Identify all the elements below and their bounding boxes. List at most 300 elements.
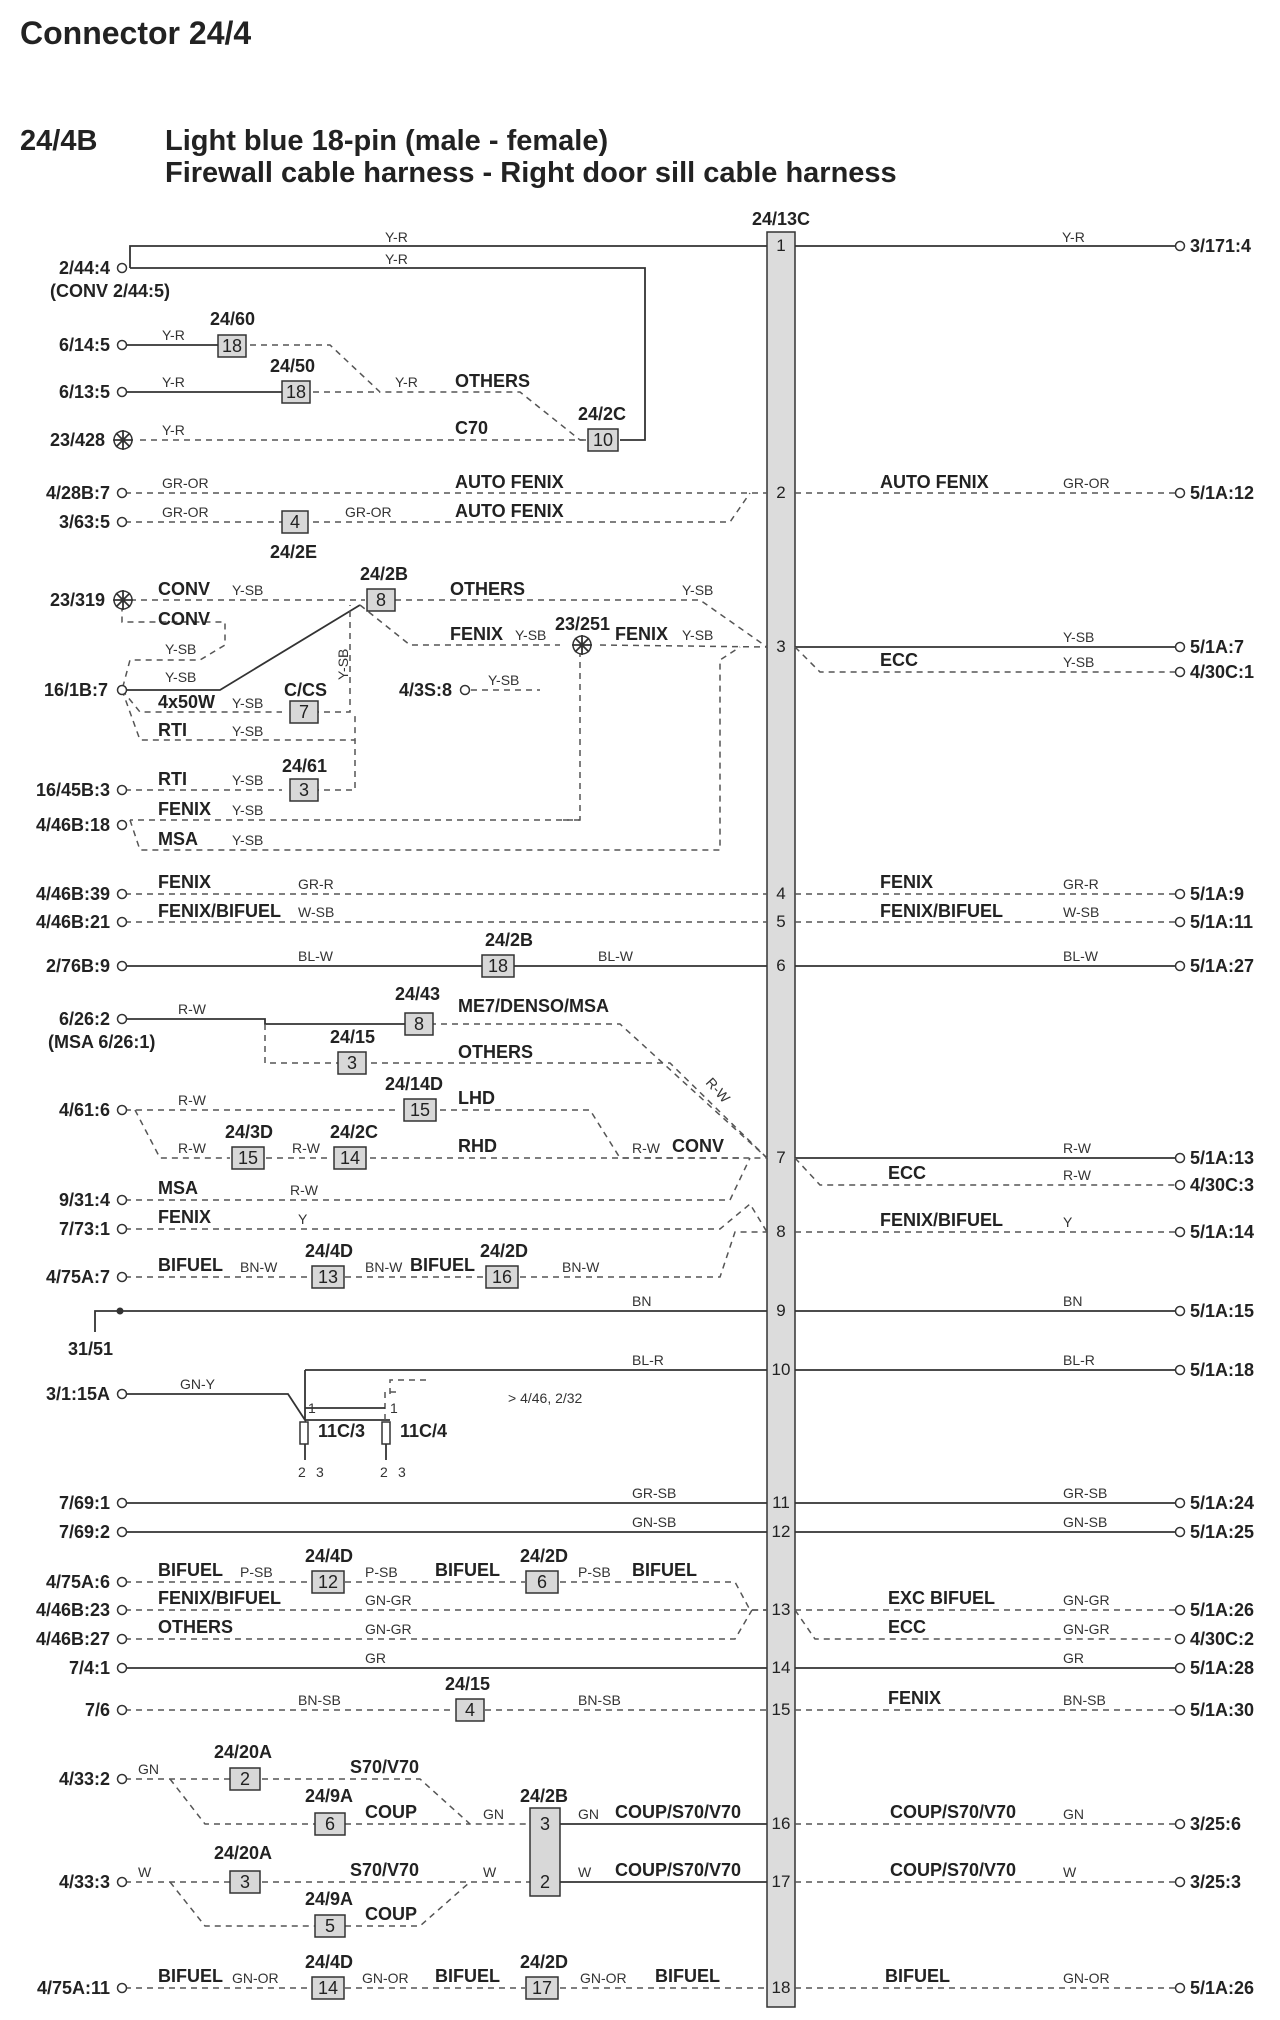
wire-color: BN-SB	[578, 1692, 621, 1708]
wire-color: R-W	[178, 1001, 206, 1017]
terminal-label: 5/1A:30	[1190, 1700, 1255, 1720]
wire-color: Y-R	[162, 422, 185, 438]
variant-label: FENIX	[158, 872, 212, 892]
connector-boxes	[218, 335, 618, 1999]
wire-color: Y-SB	[682, 627, 714, 643]
wire-color: R-W	[1063, 1140, 1091, 1156]
wire-color: R-W	[1063, 1167, 1091, 1183]
terminal-left	[59, 1769, 127, 1789]
wire-color: Y-SB	[165, 669, 197, 685]
variant-label: FENIX	[158, 1207, 212, 1227]
terminal-circle	[118, 1775, 127, 1784]
connector-name: 24/2D	[520, 1546, 569, 1566]
variant-label: BIFUEL	[158, 1255, 223, 1275]
terminal-left	[59, 258, 127, 278]
terminal-circle	[1176, 918, 1185, 927]
terminal-label: 4/46B:39	[35, 884, 110, 904]
wire-color: GN	[483, 1806, 504, 1822]
variant-label: LHD	[458, 1088, 495, 1108]
connector-name: 24/2D	[520, 1952, 569, 1972]
terminal-label: 5/1A:13	[1190, 1148, 1255, 1168]
wire-color: BN	[1063, 1293, 1083, 1309]
terminal-left	[59, 335, 127, 355]
variant-label: AUTO FENIX	[880, 472, 989, 492]
connector-name: 24/20A	[214, 1742, 273, 1762]
terminal-label: 5/1A:7	[1190, 637, 1245, 657]
wire-color: GN-SB	[632, 1514, 677, 1530]
terminal-label: 7/4:1	[68, 1658, 110, 1678]
connector-name: C/CS	[284, 680, 328, 700]
pin-18: 18	[771, 1978, 791, 1997]
wire-color: Y-SB	[488, 672, 520, 688]
wire	[125, 1158, 750, 1200]
terminal-circle	[1176, 1706, 1185, 1715]
terminal-label: 23/319	[49, 590, 105, 610]
terminal-label: 4/75A:6	[45, 1572, 110, 1592]
wire-color: GN-Y	[180, 1376, 215, 1392]
terminal-circle	[1176, 962, 1185, 971]
terminal-left	[59, 1100, 127, 1120]
wire	[560, 1582, 767, 1610]
wire-color: Y-R	[395, 374, 418, 390]
wire-color: Y-SB	[232, 723, 264, 739]
variant-label: FENIX/BIFUEL	[158, 1588, 282, 1608]
variant-label: FENIX/BIFUEL	[880, 901, 1004, 921]
terminal-label: 6/26:2	[58, 1009, 110, 1029]
terminal-left	[59, 1009, 127, 1029]
terminal-left	[36, 815, 127, 835]
fuse-icon	[300, 1422, 308, 1444]
connector-pin: 15	[409, 1100, 431, 1120]
terminal-right	[1176, 1493, 1255, 1513]
wire-color: Y-SB	[1063, 654, 1095, 670]
terminal-right	[1176, 1629, 1255, 1649]
terminal-label: 4/46B:23	[35, 1600, 110, 1620]
terminal-left	[46, 956, 127, 976]
terminal-label: 7/73:1	[58, 1219, 110, 1239]
terminal-alt-label: (MSA 6/26:1)	[48, 1032, 156, 1052]
wire-color: Y-SB	[232, 832, 264, 848]
connector-description: Light blue 18-pin (male - female)	[165, 125, 609, 157]
variant-label: BIFUEL	[410, 1255, 475, 1275]
wire	[125, 1204, 767, 1232]
arrow-destination: > 4/46, 2/32	[508, 1390, 583, 1406]
fuse-pin: 3	[316, 1464, 324, 1480]
connector-name: 23/251	[555, 614, 611, 634]
terminal-label: 7/69:2	[58, 1522, 110, 1542]
wire-color: GN-OR	[1063, 1970, 1110, 1986]
terminal-left	[59, 1190, 127, 1210]
fuse-icon	[382, 1422, 390, 1444]
variant-label: FENIX	[615, 624, 669, 644]
wire-color: GN-GR	[1063, 1621, 1110, 1637]
wire	[795, 1158, 1175, 1185]
wire-color: GR-OR	[345, 504, 392, 520]
pin-9: 9	[776, 1301, 786, 1320]
wire-color: Y-SB	[682, 582, 714, 598]
terminal-circle	[1176, 1528, 1185, 1537]
connector-name: 24/15	[330, 1027, 376, 1047]
connector-name: 24/2E	[270, 542, 318, 562]
terminal-right	[1176, 1600, 1255, 1620]
terminal-label: 5/1A:11	[1190, 912, 1254, 932]
wire-color: GN-GR	[1063, 1592, 1110, 1608]
terminal-label: 16/45B:3	[35, 780, 110, 800]
connector-code: 24/4B	[20, 125, 98, 157]
connector-pin: 14	[339, 1148, 361, 1168]
terminal-right	[1176, 483, 1255, 503]
terminal-label: 5/1A:27	[1190, 956, 1255, 976]
variant-label: BIFUEL	[158, 1560, 223, 1580]
terminal-label: 3/25:3	[1190, 1872, 1242, 1892]
terminal-label: 4/61:6	[58, 1100, 110, 1120]
wire-color: W	[138, 1864, 152, 1880]
connector-pin: 3	[346, 1053, 358, 1073]
terminal-label: 4/46B:21	[35, 912, 110, 932]
terminal-label: 4/30C:3	[1190, 1175, 1255, 1195]
pin-11: 11	[772, 1493, 790, 1512]
wire-color: GR-OR	[1063, 475, 1110, 491]
wire-color: R-W	[632, 1140, 660, 1156]
wire-color: Y	[298, 1211, 308, 1227]
ground-node-icon	[117, 1308, 124, 1315]
pin-16: 16	[771, 1814, 791, 1833]
terminal-right	[1176, 1301, 1255, 1321]
terminal-label: 6/14:5	[58, 335, 110, 355]
terminal-right	[1176, 1175, 1255, 1195]
terminal-left	[36, 1629, 127, 1649]
terminal-circle	[118, 1273, 127, 1282]
wire	[130, 246, 767, 268]
splice-23-251	[572, 635, 592, 655]
terminal-label: 7/6	[84, 1700, 110, 1720]
variant-label: OTHERS	[458, 1042, 534, 1062]
terminal-left	[59, 382, 127, 402]
terminal-circle	[118, 821, 127, 830]
connector-pin: 2	[539, 1872, 551, 1892]
wire-color: BN-W	[240, 1259, 278, 1275]
wire-color: P-SB	[240, 1564, 273, 1580]
splice-icon	[113, 590, 133, 610]
wire-color: GR	[1063, 1650, 1084, 1666]
pin-14: 14	[771, 1658, 791, 1677]
splice-23-428	[50, 430, 133, 450]
connector-pin: 3	[539, 1814, 551, 1834]
terminal-label: 4/75A:11	[36, 1978, 110, 1998]
pin-13: 13	[771, 1600, 791, 1619]
terminal-label: 4/33:2	[58, 1769, 110, 1789]
terminal-label: 4/33:3	[58, 1872, 110, 1892]
wire	[130, 268, 645, 440]
wire	[95, 1311, 118, 1332]
terminal-circle	[118, 686, 127, 695]
fuse-pin: 2	[380, 1464, 388, 1480]
terminal-label: 5/1A:24	[1190, 1493, 1255, 1513]
terminal-circle	[118, 890, 127, 899]
connector-name: 24/4D	[305, 1546, 354, 1566]
connector-name: 24/9A	[305, 1786, 354, 1806]
variant-label: BIFUEL	[632, 1560, 697, 1580]
variant-label: COUP/S70/V70	[615, 1860, 742, 1880]
terminal-left	[36, 1600, 127, 1620]
page-title: Connector 24/4	[20, 15, 252, 51]
connector-pin: 10	[592, 430, 614, 450]
wire-color: GR-OR	[162, 504, 209, 520]
terminal-left	[36, 884, 127, 904]
variant-label: RTI	[158, 769, 187, 789]
terminal-label: 6/13:5	[58, 382, 110, 402]
terminal-label: 5/1A:9	[1190, 884, 1245, 904]
fuse-pin: 3	[398, 1464, 406, 1480]
variant-label: FENIX	[158, 799, 212, 819]
terminal-right	[1176, 236, 1252, 256]
pin-5: 5	[776, 912, 786, 931]
wire-color: GN-GR	[365, 1592, 412, 1608]
terminal-circle	[1176, 1366, 1185, 1375]
splice-icon	[572, 635, 592, 655]
terminal-circle	[118, 1528, 127, 1537]
wire-color: Y-SB	[232, 802, 264, 818]
terminal-right	[1176, 637, 1245, 657]
variant-label: OTHERS	[158, 1617, 234, 1637]
wire-color: Y-R	[385, 229, 408, 245]
wire-color: W-SB	[1063, 904, 1100, 920]
wire	[265, 1024, 340, 1063]
connector-pin: 7	[298, 702, 310, 722]
variant-label: BIFUEL	[158, 1966, 223, 1986]
terminal-label: 5/1A:18	[1190, 1360, 1255, 1380]
terminal-right	[1176, 1522, 1255, 1542]
wire-color: GN-OR	[580, 1970, 627, 1986]
terminal-circle	[1176, 1181, 1185, 1190]
connector-name: 24/2C	[578, 404, 627, 424]
connector-pin: 14	[317, 1978, 339, 1998]
wire-color: BL-W	[598, 948, 633, 964]
splice-23-319	[50, 590, 133, 610]
terminal-circle	[1176, 242, 1185, 251]
terminal-right	[1176, 912, 1254, 932]
terminal-circle	[1176, 1984, 1185, 1993]
terminal-label: 23/428	[49, 430, 105, 450]
terminal-circle	[118, 388, 127, 397]
terminal-circle	[118, 1196, 127, 1205]
fuse-pin: 1	[308, 1400, 316, 1416]
terminal-circle	[118, 1106, 127, 1115]
terminal-left	[46, 1267, 127, 1287]
wire-color: R-W	[178, 1140, 206, 1156]
variant-label: COUP	[365, 1802, 418, 1822]
terminal-circle	[1176, 890, 1185, 899]
wire-color: R-W	[292, 1140, 320, 1156]
variant-label: FENIX	[880, 872, 934, 892]
variant-label: AUTO FENIX	[455, 501, 564, 521]
connector-name: 24/2B	[485, 930, 534, 950]
terminal-circle	[1176, 1664, 1185, 1673]
terminal-alt-label: (CONV 2/44:5)	[50, 281, 171, 301]
wire-color: GR-SB	[632, 1485, 677, 1501]
connector-names	[210, 309, 626, 1972]
terminal-label: 5/1A:28	[1190, 1658, 1255, 1678]
connector-pin: 8	[413, 1014, 425, 1034]
connector-pin: 12	[317, 1572, 339, 1592]
terminal-circle	[461, 686, 470, 695]
connector-name: 24/2C	[330, 1122, 379, 1142]
wire-color: W-SB	[298, 904, 335, 920]
terminal-circle	[118, 1578, 127, 1587]
terminal-right	[1176, 956, 1255, 976]
variant-label: EXC BIFUEL	[888, 1588, 996, 1608]
terminal-right	[1176, 1658, 1255, 1678]
pin-15: 15	[771, 1700, 791, 1719]
wire-color: Y-SB	[165, 641, 197, 657]
variant-label: COUP/S70/V70	[890, 1802, 1017, 1822]
terminal-left	[59, 512, 127, 532]
connector-name: 24/3D	[225, 1122, 274, 1142]
pin-3: 3	[776, 637, 786, 656]
terminal-left	[36, 780, 127, 800]
wire-color: Y-SB	[232, 772, 264, 788]
terminal-label: 5/1A:25	[1190, 1522, 1255, 1542]
connector-pin: 2	[239, 1769, 251, 1789]
terminal-label: 4/46B:27	[35, 1629, 110, 1649]
variant-label: FENIX/BIFUEL	[158, 901, 282, 921]
pin-17: 17	[771, 1872, 791, 1891]
variant-label: BIFUEL	[655, 1966, 720, 1986]
terminal-circle	[118, 1390, 127, 1399]
wire-color: BL-R	[632, 1352, 664, 1368]
variant-label: CONV	[158, 609, 211, 629]
variant-label: BIFUEL	[435, 1560, 500, 1580]
wire-color: BN-W	[562, 1259, 600, 1275]
wire-color: Y-R	[162, 374, 185, 390]
wire-color: GN	[578, 1806, 599, 1822]
terminal-circle	[1176, 1228, 1185, 1237]
connector-name: 24/20A	[214, 1843, 273, 1863]
terminal-circle	[118, 1225, 127, 1234]
variant-label: S70/V70	[350, 1860, 420, 1880]
terminal-label: 3/63:5	[58, 512, 110, 532]
variant-label: MSA	[158, 1178, 198, 1198]
variant-label: FENIX	[450, 624, 504, 644]
wire-color: P-SB	[578, 1564, 611, 1580]
wire-color: R-W	[290, 1182, 318, 1198]
terminal-circle	[118, 489, 127, 498]
terminal-label: 3/25:6	[1190, 1814, 1242, 1834]
terminal-right	[1176, 1814, 1242, 1834]
wire-color: GN-SB	[1063, 1514, 1108, 1530]
pin-1: 1	[776, 236, 786, 255]
terminal-circle	[118, 1984, 127, 1993]
variant-label: MSA	[158, 829, 198, 849]
terminal-label: 4/28B:7	[45, 483, 110, 503]
wire-color: GN-OR	[362, 1970, 409, 1986]
terminal-right	[1176, 1700, 1255, 1720]
terminal-label: 4/30C:1	[1190, 662, 1255, 682]
terminal-label: 7/69:1	[58, 1493, 110, 1513]
wire-color: BN-W	[365, 1259, 403, 1275]
connector-name: 24/2D	[480, 1241, 529, 1261]
terminal-left	[399, 680, 470, 700]
variant-label: ECC	[888, 1163, 927, 1183]
variant-label: AUTO FENIX	[455, 472, 564, 492]
variant-label: S70/V70	[350, 1757, 420, 1777]
wire	[125, 1370, 305, 1420]
connector-name: 24/14D	[385, 1074, 444, 1094]
terminal-circle	[118, 264, 127, 273]
wire-color: BL-W	[1063, 948, 1098, 964]
variant-label: 4x50W	[158, 692, 216, 712]
terminal-left	[37, 1978, 127, 1998]
terminal-circle	[118, 962, 127, 971]
variant-label: C70	[455, 418, 489, 438]
variant-label: CONV	[158, 579, 211, 599]
terminal-left	[59, 1522, 127, 1542]
wire-color: R-W	[178, 1092, 206, 1108]
terminal-right	[1176, 1222, 1255, 1242]
terminal-label: 4/75A:7	[45, 1267, 110, 1287]
terminal-circle	[1176, 1499, 1185, 1508]
terminal-circle	[1176, 1154, 1185, 1163]
wire	[795, 647, 1175, 672]
wire-color: GR-OR	[162, 475, 209, 491]
terminal-circle	[1176, 1307, 1185, 1316]
wire	[520, 1232, 767, 1277]
wire-color: Y	[1063, 1214, 1073, 1230]
terminal-circle	[1176, 668, 1185, 677]
terminal-circle	[1176, 489, 1185, 498]
splice-icon	[113, 430, 133, 450]
variant-label: RTI	[158, 720, 187, 740]
wire-color: P-SB	[365, 1564, 398, 1580]
terminal-circle	[1176, 1635, 1185, 1644]
wire-color: GR-SB	[1063, 1485, 1108, 1501]
connector-pin: 6	[536, 1572, 548, 1592]
terminal-label: 4/30C:2	[1190, 1629, 1255, 1649]
harness-description: Firewall cable harness - Right door sill cable harness	[165, 157, 897, 189]
connector-pin: 18	[221, 336, 243, 356]
connector-pin: 3	[239, 1872, 251, 1892]
variant-label: FENIX/BIFUEL	[880, 1210, 1004, 1230]
connector-pin: 18	[487, 956, 509, 976]
terminal-label: 5/1A:15	[1190, 1301, 1255, 1321]
connector-name: 24/4D	[305, 1241, 354, 1261]
terminal-circle	[118, 1606, 127, 1615]
fuse-pin: 2	[298, 1464, 306, 1480]
terminal-circle	[1176, 1878, 1185, 1887]
connector-pin: 5	[324, 1916, 336, 1936]
terminal-circle	[118, 1015, 127, 1024]
terminal-circle	[118, 518, 127, 527]
main-connector-label: 24/13C	[752, 209, 811, 229]
wire-color: Y-SB	[1063, 629, 1095, 645]
pin-8: 8	[776, 1222, 786, 1241]
connector-pin: 6	[324, 1814, 336, 1834]
terminal-label: 9/31:4	[58, 1190, 110, 1210]
wire	[600, 645, 767, 647]
wire-color: BL-W	[298, 948, 333, 964]
connector-name: 24/50	[270, 356, 316, 376]
wire-color: Y-R	[162, 327, 185, 343]
connector-name: 24/2B	[520, 1786, 569, 1806]
wire-color: W	[483, 1864, 497, 1880]
variant-label: FENIX	[888, 1688, 942, 1708]
terminal-label: 5/1A:26	[1190, 1600, 1255, 1620]
wire-color: Y-R	[385, 251, 408, 267]
connector-pin: 16	[491, 1267, 513, 1287]
variant-label: RHD	[458, 1136, 497, 1156]
connector-name: 24/60	[210, 309, 256, 329]
connector-pin: 17	[531, 1978, 553, 1998]
